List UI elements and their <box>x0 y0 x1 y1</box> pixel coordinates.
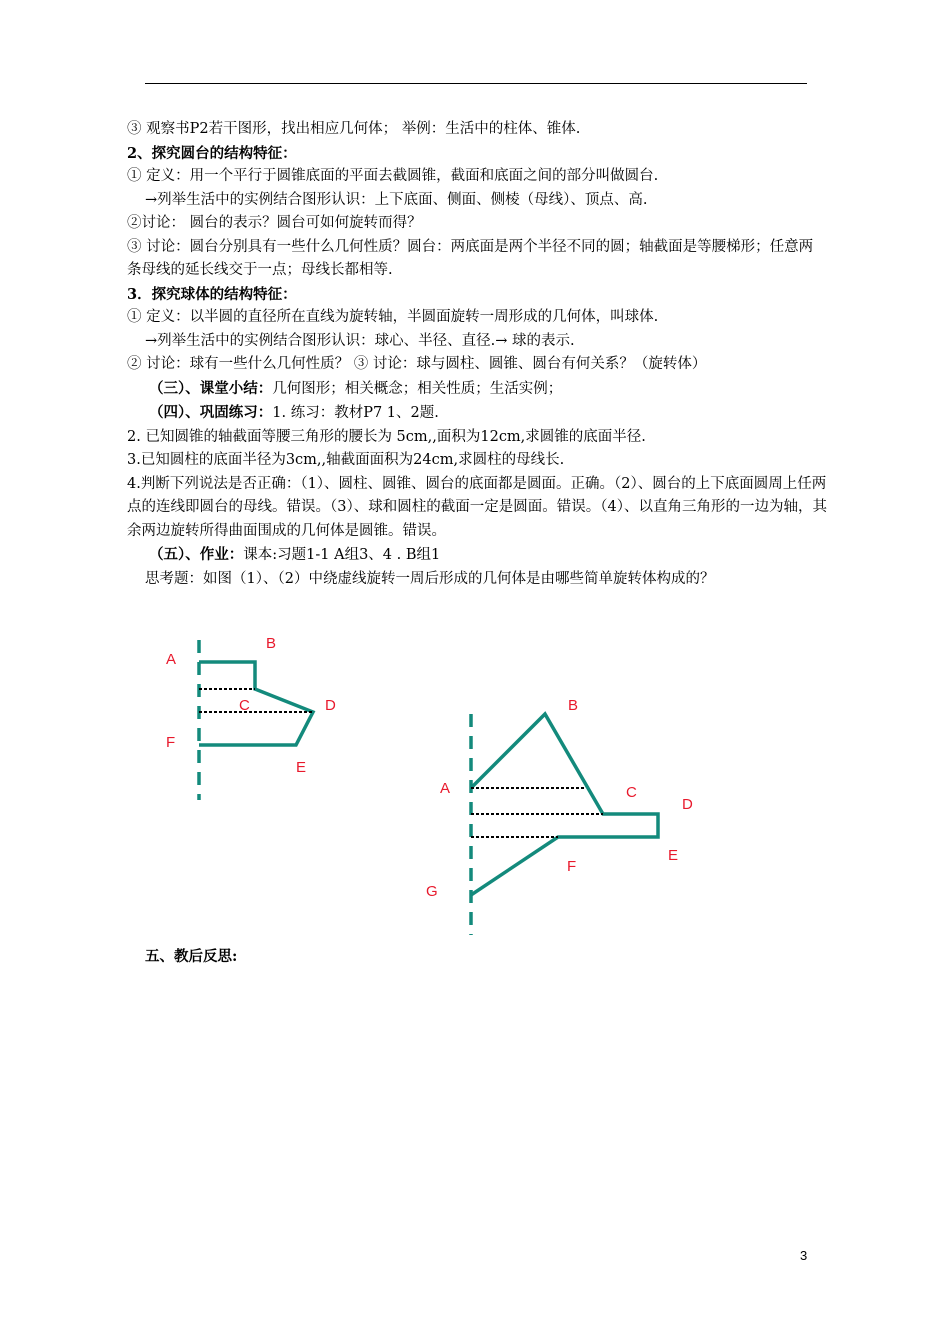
text-paragraph: ③ 讨论：圆台分别具有一些什么几何性质？圆台：两底面是两个半径不同的圆；轴截面是等腰梯形；任意两条母线的延长线交于一点；母线长都相等. <box>127 238 814 278</box>
summary-line <box>127 377 827 402</box>
reflection-heading: 五、教后反思: <box>145 948 238 965</box>
section-heading: 2、探究圆台的结构特征： <box>127 144 297 162</box>
label-f: F <box>567 858 577 875</box>
label-f: F <box>166 734 176 751</box>
label-a: A <box>166 651 177 668</box>
summary-heading: （三）、课堂小结： <box>149 379 273 397</box>
figure-2 <box>426 697 693 935</box>
page-number: 3 <box>800 1248 808 1263</box>
label-g: G <box>426 883 438 900</box>
figure-2-outline <box>471 714 658 895</box>
label-c: C <box>239 697 250 714</box>
homework-heading: （五）、作业： <box>149 546 244 563</box>
text-line: ① 定义：用一个平行于圆锥底面的平面去截圆锥，截面和底面之间的部分叫做圆台. <box>127 168 659 184</box>
practice-line <box>127 401 827 426</box>
homework-line <box>127 543 827 568</box>
label-e: E <box>668 847 679 864</box>
header-rule <box>145 83 807 84</box>
practice-text: 1. 练习：教材P7 1、2题. <box>272 405 439 421</box>
text-line: →列举生活中的实例结合图形认识：球心、半径、直径.→ 球的表示. <box>145 332 575 349</box>
text-line: 2. 已知圆锥的轴截面等腰三角形的腰长为 5cm,,面积为12cm,求圆锥的底面半径. <box>127 428 646 445</box>
homework-text: 课本:习题1-1 A组3、4 . B组1 <box>243 547 441 563</box>
text-line: ③ 观察书P2若干图形，找出相应几何体； 举例：生活中的柱体、锥体. <box>127 121 581 137</box>
text-line: →列举生活中的实例结合图形认识：上下底面、侧面、侧棱（母线）、顶点、高. <box>145 191 648 208</box>
text-line: ②讨论： 圆台的表示？圆台可如何旋转而得？ <box>127 215 422 231</box>
text-paragraph: 4.判断下列说法是否正确：（1）、圆柱、圆锥、圆台的底面都是圆面。正确。（2）、圆台的上下底面圆周上任两点的连线即圆台的母线。错误。（3）、球和圆柱的截面一定是圆面。错误。（4）、以直角三角形的一边为轴，其余两边旋转所得曲面围成的几何体是圆锥。错误。 <box>127 475 827 539</box>
label-a: A <box>440 780 451 797</box>
label-d: D <box>325 697 336 714</box>
text-line: ② 讨论：球有一些什么几何性质？ ③ 讨论：球与圆柱、圆锥、圆台有何关系？（旋转体） <box>127 356 707 372</box>
label-d: D <box>682 796 693 813</box>
section-heading: 3．探究球体的结构特征： <box>127 285 297 303</box>
summary-text: 几何图形；相关概念；相关性质；生活实例； <box>272 380 563 397</box>
label-e: E <box>296 759 307 776</box>
label-b: B <box>266 635 277 652</box>
text-line: ① 定义：以半圆的直径所在直线为旋转轴，半圆面旋转一周形成的几何体，叫球体. <box>127 309 659 325</box>
text-line: 思考题：如图（1）、（2）中绕虚线旋转一周后形成的几何体是由哪些简单旋转体构成的？ <box>145 570 715 587</box>
figure-1 <box>166 635 336 800</box>
label-c: C <box>626 784 637 801</box>
figure-1-outline <box>199 662 313 745</box>
practice-heading: （四）、巩固练习： <box>149 404 273 421</box>
label-b: B <box>568 697 579 714</box>
document-body <box>127 118 827 591</box>
text-line: 3.已知圆柱的底面半径为3cm,,轴截面面积为24cm,求圆柱的母线长. <box>127 452 565 468</box>
